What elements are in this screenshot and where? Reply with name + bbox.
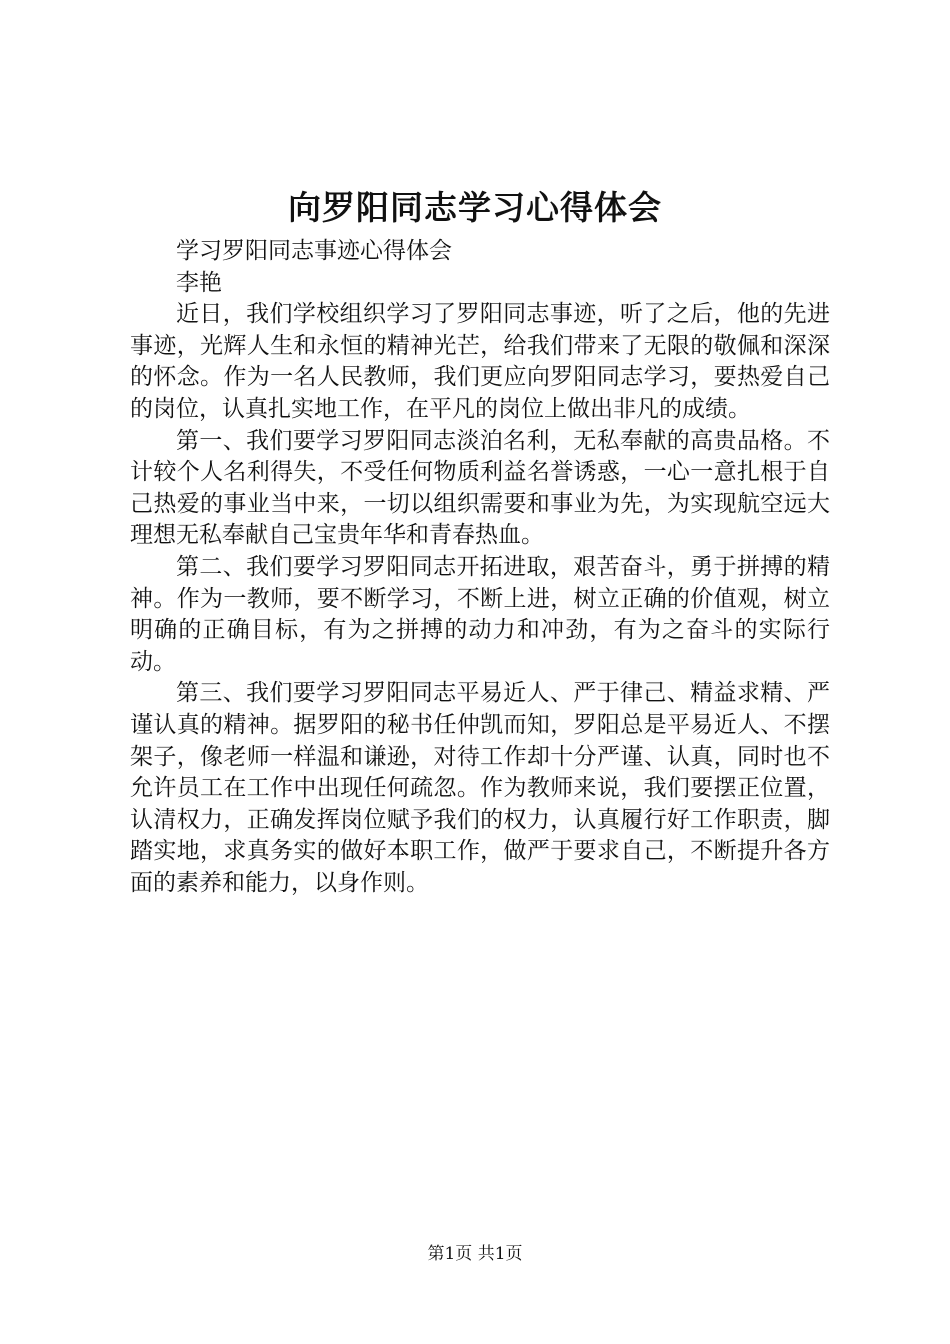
author-paragraph: 李艳 <box>176 269 222 296</box>
subtitle-paragraph: 学习罗阳同志事迹心得体会 <box>176 238 452 264</box>
intro-paragraph: 近日，我们学校组织学习了罗阳同志事迹，听了之后，他的先进事迹，光辉人生和永恒的精神光芒，给我们带来了无限的敬佩和深深的怀念。作为一名人民教师，我们更应向罗阳同志学习，要热爱自己的岗位，认真扎实地工作，在平凡的岗位上做出非凡的成绩。 <box>130 301 830 422</box>
point-two-paragraph: 第二、我们要学习罗阳同志开拓进取，艰苦奋斗，勇于拼搏的精神。作为一教师，要不断学习，不断上进，树立正确的价值观，树立明确的正确目标，有为之拼搏的动力和冲劲，有为之奋斗的实际行动。 <box>130 553 830 675</box>
document-title: 向罗阳同志学习心得体会 <box>288 188 662 227</box>
document-body <box>130 236 830 899</box>
point-one-paragraph: 第一、我们要学习罗阳同志淡泊名利，无私奉献的高贵品格。不计较个人名利得失，不受任何物质利益名誉诱惑，一心一意扎根于自己热爱的事业当中来，一切以组织需要和事业为先，为实现航空远大理想无私奉献自己宝贵年华和青春热血。 <box>130 427 830 549</box>
point-three-paragraph: 第三、我们要学习罗阳同志平易近人、严于律己、精益求精、严谨认真的精神。据罗阳的秘书任仲凯而知，罗阳总是平易近人、不摆架子，像老师一样温和谦逊，对待工作却十分严谨、认真，同时也不允许员工在工作中出现任何疏忽。作为教师来说，我们要摆正位置，认清权力，正确发挥岗位赋予我们的权力，认真履行好工作职责，脚踏实地，求真务实的做好本职工作，做严于要求自己，不断提升各方面的素养和能力，以身作则。 <box>130 680 830 896</box>
page-footer: 第1页 共1页 <box>427 1244 523 1264</box>
